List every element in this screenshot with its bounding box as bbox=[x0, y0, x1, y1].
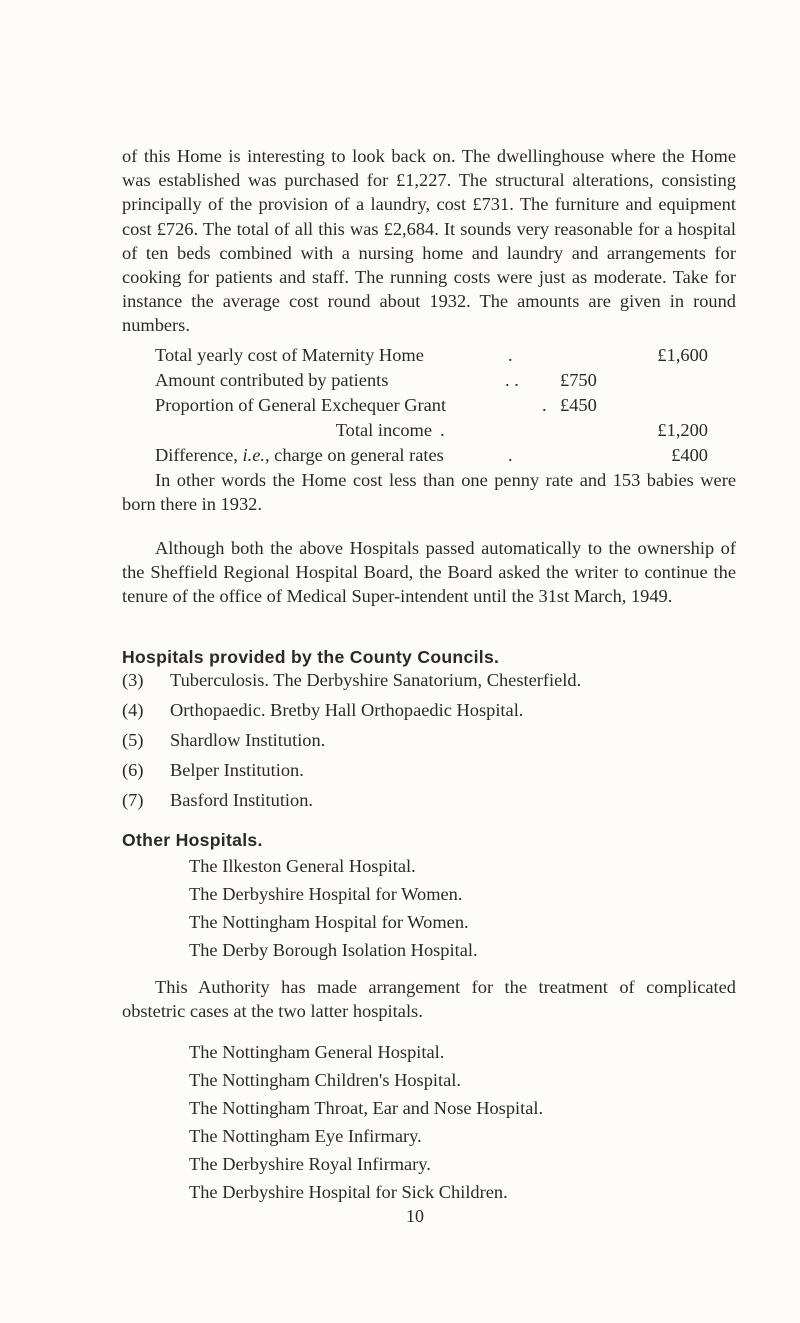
list-item: The Ilkeston General Hospital. bbox=[189, 856, 416, 876]
cost-label: Proportion of General Exchequer Grant bbox=[155, 395, 447, 415]
item-text: Orthopaedic. Bretby Hall Orthopaedic Hospital. bbox=[170, 700, 524, 720]
list-item bbox=[122, 727, 325, 753]
item-number: (7) bbox=[122, 790, 144, 810]
leader-dots: . . bbox=[505, 370, 519, 390]
authority-paragraph: This Authority has made arrangement for the treatment of complicated obstetric cases at the two latter hospitals. bbox=[122, 977, 736, 1022]
leader-dots: . bbox=[440, 420, 445, 440]
list-item: The Derbyshire Royal Infirmary. bbox=[189, 1154, 431, 1174]
list-item: The Nottingham Children's Hospital. bbox=[189, 1070, 461, 1090]
cost-row-total-income bbox=[0, 417, 800, 443]
item-number: (5) bbox=[122, 730, 144, 750]
cost-value: £1,200 bbox=[657, 420, 708, 440]
county-hospitals-heading: Hospitals provided by the County Councils. bbox=[122, 647, 500, 667]
ownership-paragraph: Although both the above Hospitals passed automatically to the ownership of the Sheffield Regional Hospital Board, the Board asked the writer to continue the tenure of the office of Medical Super-intendent until the 31st March, 1949. bbox=[122, 538, 736, 607]
item-text: Shardlow Institution. bbox=[170, 730, 326, 750]
cost-row-contributed bbox=[0, 367, 800, 393]
cost-value: £1,600 bbox=[657, 345, 708, 365]
cost-label: Total income bbox=[335, 420, 432, 440]
item-text: Basford Institution. bbox=[170, 790, 314, 810]
item-number: (4) bbox=[122, 700, 144, 720]
list-item: The Derbyshire Hospital for Women. bbox=[189, 884, 463, 904]
item-number: (3) bbox=[122, 670, 144, 690]
list-item: The Derbyshire Hospital for Sick Children. bbox=[189, 1182, 508, 1202]
cost-value: £450 bbox=[560, 395, 597, 415]
list-item: The Derby Borough Isolation Hospital. bbox=[189, 940, 478, 960]
list-item bbox=[122, 667, 581, 693]
cost-label bbox=[155, 442, 444, 468]
label-part: charge on general rates bbox=[269, 445, 444, 465]
cost-row-total-yearly bbox=[0, 342, 800, 368]
list-item: The Nottingham General Hospital. bbox=[189, 1042, 445, 1062]
cost-value: £400 bbox=[671, 445, 708, 465]
cost-row-exchequer bbox=[0, 392, 800, 418]
label-italic: i.e., bbox=[242, 445, 270, 465]
cost-label: Amount contributed by patients bbox=[155, 370, 389, 390]
intro-paragraph: of this Home is interesting to look back on. The dwellinghouse where the Home was established was purchased for £1,227. The structural alterations, consisting principally of the provision of a laundry, cost £731. The furniture and equipment cost £726. The total of all this was £2,684. It sounds very reasonable for a hospital of ten beds combined with a nursing home and laundry and arrangements for cooking for patients and staff. The running costs were just as moderate. Take for instance the average cost round about 1932. The amounts are given in round numbers. bbox=[122, 146, 736, 336]
other-hospitals-heading: Other Hospitals. bbox=[122, 830, 263, 850]
cost-value: £750 bbox=[560, 370, 597, 390]
list-item: The Nottingham Hospital for Women. bbox=[189, 912, 469, 932]
list-item bbox=[122, 697, 523, 723]
after-table-paragraph: In other words the Home cost less than one penny rate and 153 babies were born there in 1932. bbox=[122, 470, 736, 515]
list-item bbox=[122, 757, 304, 783]
list-item: The Nottingham Throat, Ear and Nose Hospital. bbox=[189, 1098, 544, 1118]
item-number: (6) bbox=[122, 760, 144, 780]
item-text: Tuberculosis. The Derbyshire Sanatorium, Chesterfield. bbox=[170, 670, 582, 690]
list-item: The Nottingham Eye Infirmary. bbox=[189, 1126, 422, 1146]
leader-dots: . bbox=[542, 395, 547, 415]
page-number: 10 bbox=[406, 1206, 424, 1226]
list-item bbox=[122, 787, 313, 813]
leader-dots: . bbox=[508, 445, 513, 465]
leader-dots: . bbox=[508, 345, 513, 365]
label-part: Difference, bbox=[155, 445, 243, 465]
item-text: Belper Institution. bbox=[170, 760, 304, 780]
cost-label: Total yearly cost of Maternity Home bbox=[155, 345, 424, 365]
cost-row-difference bbox=[0, 442, 800, 468]
